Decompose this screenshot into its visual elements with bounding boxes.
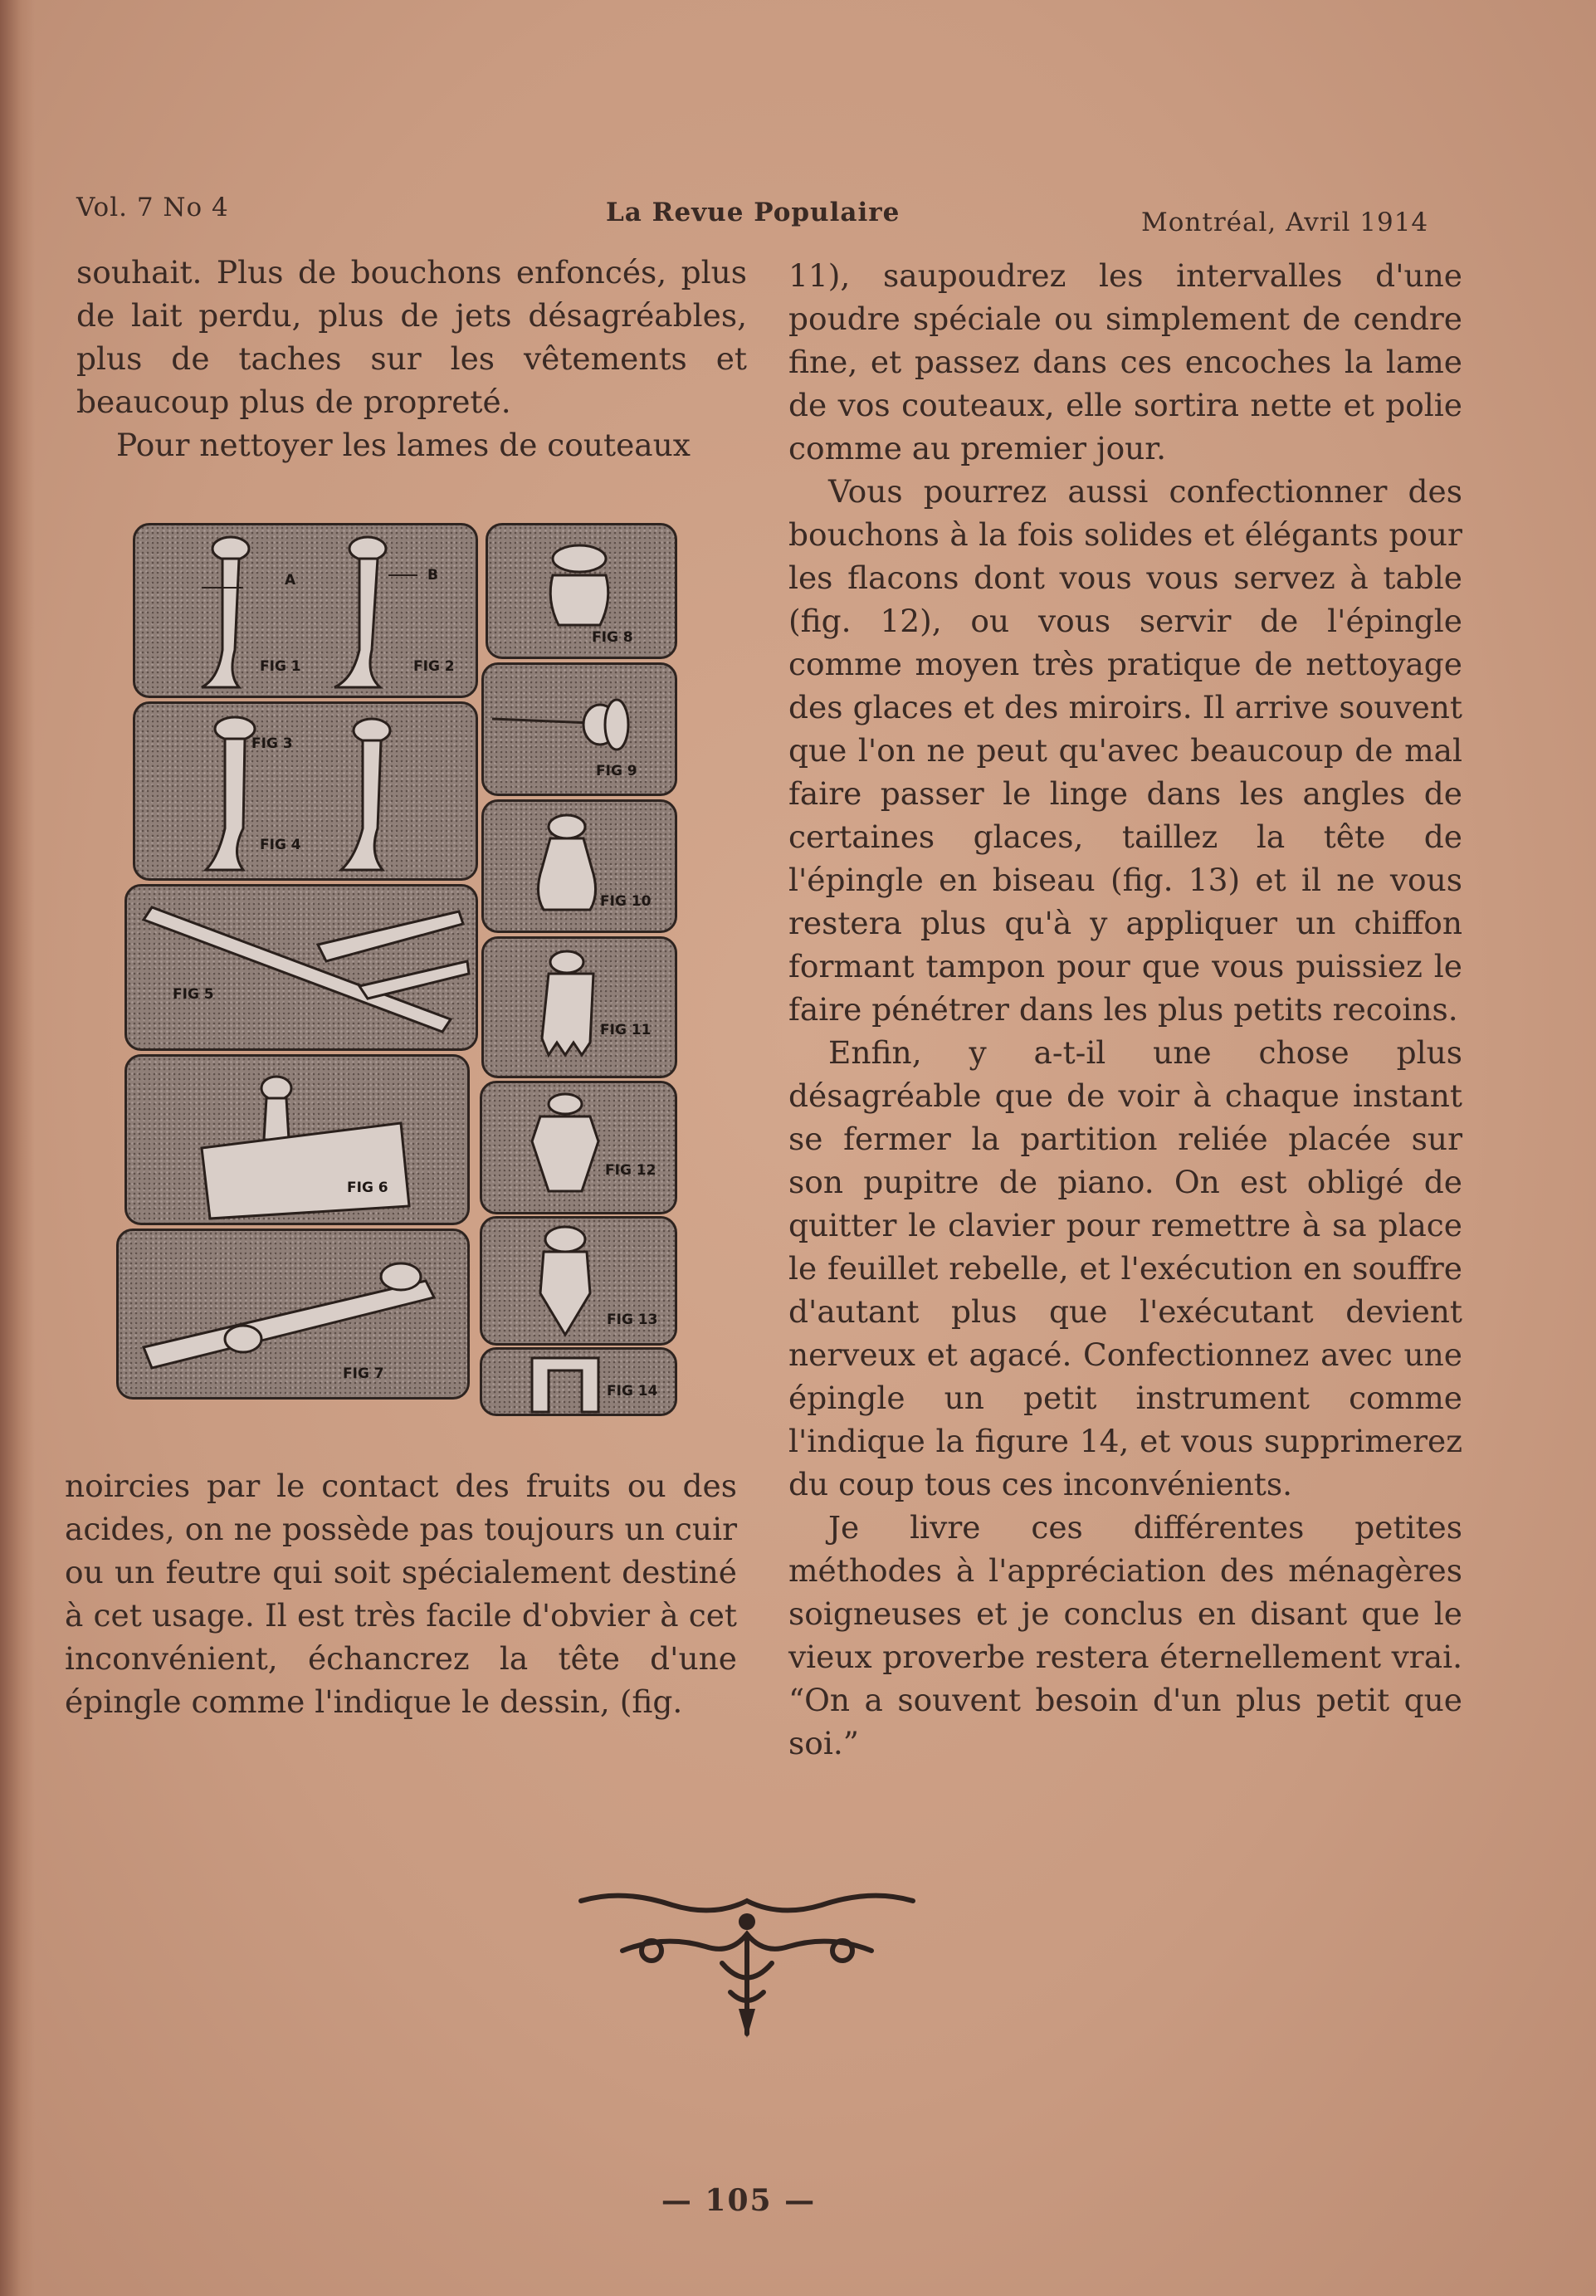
music-clip-drawing	[482, 1350, 675, 1414]
figure-label: FIG 13	[607, 1312, 658, 1328]
figure-label: FIG 1	[260, 658, 301, 675]
paragraph: Je livre ces différentes petites méthodes à l'appréciation des ménagères soigneuses et je conclus en disant que le vieux proverbe restera éternellement vrai. “On a souvent besoin d'un plus petit que soi.”	[788, 1509, 1462, 1761]
figure-label: FIG 5	[173, 986, 214, 1003]
pin-tool-drawing	[119, 1231, 467, 1397]
figure-label: FIG 9	[596, 763, 637, 779]
pin-tool-drawing	[127, 1057, 467, 1223]
cork-drawing	[482, 1083, 675, 1212]
running-header	[0, 193, 1596, 242]
figure-panel-1-2	[133, 523, 478, 698]
figure-panel-8	[486, 523, 677, 659]
cork-drawing	[484, 802, 675, 931]
paragraph: souhait. Plus de bouchons enfoncés, plus de lait perdu, plus de jets désagréables, plus de taches sur les vêtements et beaucoup plus de propreté.	[76, 254, 747, 420]
left-column-bottom	[65, 1464, 737, 1723]
pin-drawing	[135, 704, 476, 878]
figure-label: FIG 11	[600, 1022, 652, 1038]
figure-label: FIG 10	[600, 893, 652, 910]
page-binding-edge	[0, 0, 35, 2296]
figure-label: FIG 4	[260, 837, 301, 853]
paragraph: Pour nettoyer les lames de couteaux	[116, 427, 691, 463]
figure-panel-13	[480, 1216, 677, 1346]
figure-label: FIG 6	[347, 1180, 388, 1196]
figure-label: B	[427, 567, 438, 584]
header-volume: Vol. 7 No 4	[76, 193, 229, 222]
figure-label: A	[285, 572, 296, 589]
paragraph: noircies par le contact des fruits ou des acides, on ne possède pas toujours un cuir ou un feutre qui soit spécialement destiné à cet usage. Il est très facile d'obvier à cet inconvénient, échancrez la tête d'une épingle comme l'indique le dessin, (fig.	[65, 1468, 737, 1720]
figure-panel-11	[481, 936, 677, 1078]
figure-label: FIG 7	[343, 1365, 384, 1382]
cork-drawing	[488, 525, 675, 657]
figure-panel-5	[124, 884, 478, 1051]
paragraph: Enfin, y a-t-il une chose plus désagréable que de voir à chaque instant se fermer la partition reliée placée sur son pupitre de piano. On est obligé de quitter le clavier pour remettre à sa place le feuillet rebelle, et l'exécution en souffre d'autant plus que l'exécutant devient nerveux et agacé. Confectionnez avec une épingle un petit instrument comme l'indique la figure 14, et vous supprimerez du coup tous ces inconvénients.	[788, 1034, 1462, 1502]
header-place-date: Montréal, Avril 1914	[1141, 208, 1429, 237]
ornament-tailpiece-icon	[573, 1884, 921, 2042]
left-column-top	[76, 251, 747, 467]
header-journal-title: La Revue Populaire	[606, 198, 900, 227]
figure-panel-7	[116, 1229, 470, 1400]
figure-panel-3-4	[133, 701, 478, 881]
figure-panel-12	[480, 1081, 677, 1214]
pin-tool-drawing	[127, 887, 476, 1048]
figure-panel-9	[481, 662, 677, 796]
paragraph: 11), saupoudrez les intervalles d'une poudre spéciale ou simplement de cendre fine, et passez dans ces encoches la lame de vos couteaux, elle sortira nette et polie comme au premier jour.	[788, 257, 1462, 467]
right-column	[788, 254, 1462, 1765]
figure-panel-10	[481, 799, 677, 933]
figure-panel-6	[124, 1054, 470, 1225]
notched-pin-drawing	[484, 939, 675, 1076]
figure-label: FIG 14	[607, 1383, 658, 1400]
figure-panel-14	[480, 1347, 677, 1416]
pin-uses-illustration	[116, 515, 681, 1419]
figure-label: FIG 12	[605, 1162, 656, 1179]
paragraph: Vous pourrez aussi confectionner des bouchons à la fois solides et élégants pour les flacons dont vous vous servez à table (fig. 12), ou vous servir de l'épingle comme moyen très pratique de nettoyage des glaces et des miroirs. Il arrive souvent que l'on ne peut qu'avec beaucoup de mal faire passer le linge dans les angles de certaines glaces, taillez la tête de l'épingle en biseau (fig. 13) et il ne vous restera plus qu'à y appliquer un chiffon formant tampon pour que vous puissiez le faire pénétrer dans les plus petits recoins.	[788, 473, 1462, 1028]
pin-disc-drawing	[484, 665, 675, 794]
figure-label: FIG 3	[251, 735, 293, 752]
figure-label: FIG 8	[592, 629, 633, 646]
page-number: — 105 —	[661, 2183, 817, 2218]
figure-label: FIG 2	[413, 658, 455, 675]
